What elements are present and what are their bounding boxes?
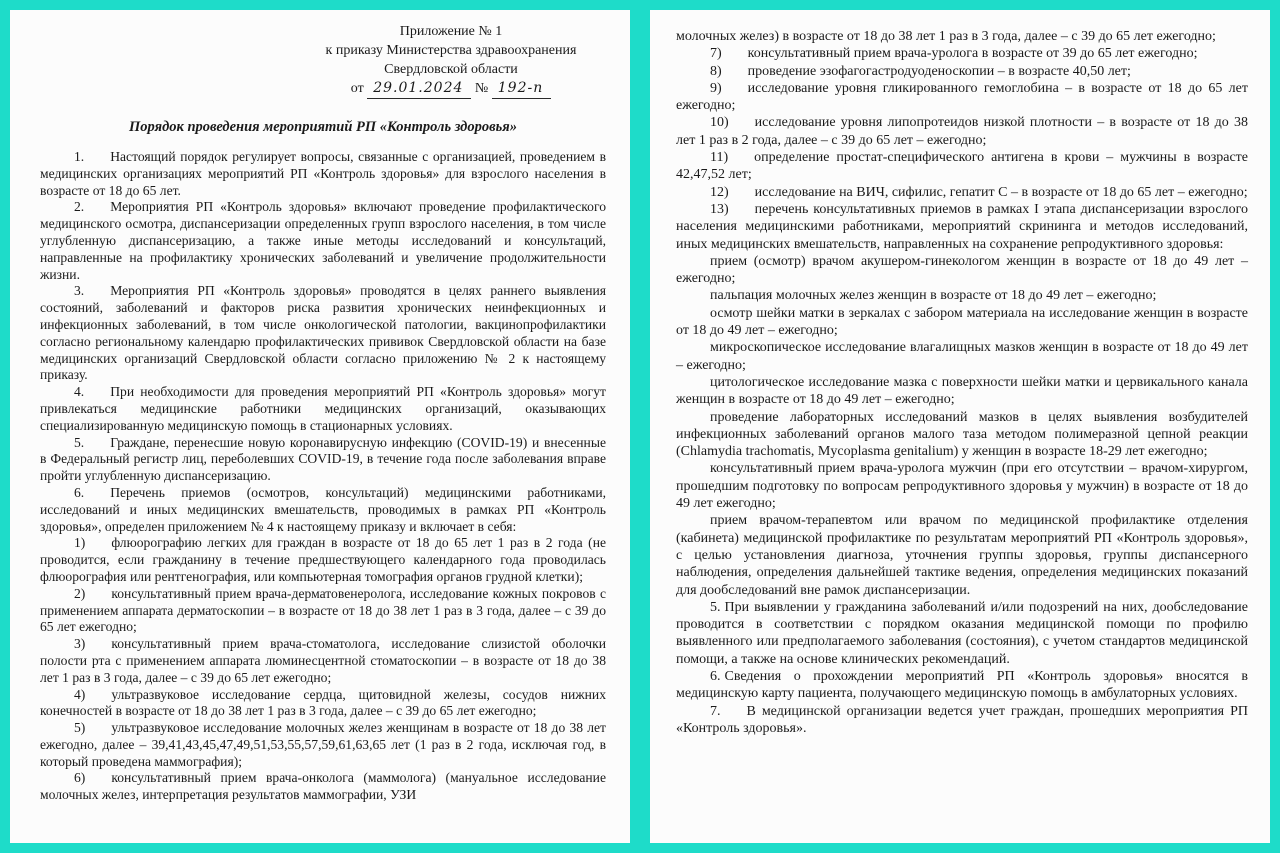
list-item xyxy=(40,687,606,721)
list-item xyxy=(676,149,1248,184)
paragraph xyxy=(40,149,606,199)
paragraph-number: 6. xyxy=(74,484,85,500)
paragraph-text: осмотр шейки матки в зеркалах с забором материала на исследование женщин в возрасте от 18 до 49 лет – ежегодно; xyxy=(676,305,1248,339)
item-text: определение простат-специфического антигена в крови – мужчины в возрасте 42,47,52 лет; xyxy=(676,150,1248,183)
paragraph xyxy=(676,599,1248,668)
paragraph-text: Граждане, перенесшие новую коронавирусную инфекцию (COVID-19) и внесенные в Федеральный регистр лиц, переболевших COVID-19, в течение года после заболевания вправе пройти углубленную диспансеризацию. xyxy=(40,434,606,484)
page-2 xyxy=(650,10,1270,843)
paragraph-text: В медицинской организации ведется учет граждан, прошедших мероприятия РП «Контроль здоровья». xyxy=(676,703,1248,736)
paragraph xyxy=(40,283,606,384)
paragraph xyxy=(40,435,606,485)
paragraph-number: 1. xyxy=(74,149,85,164)
list-item xyxy=(40,586,606,636)
paragraph-number: 5. xyxy=(710,599,721,615)
list-item xyxy=(676,45,1248,62)
sub-paragraph xyxy=(676,460,1248,512)
item-number: 4) xyxy=(74,686,86,702)
paragraph-text: При выявлении у гражданина заболеваний и/или подозрений на них, дообследование проводится в соответствии с порядком оказания медицинской помощи по профилю выявленного или предполагаемого заболевания (состояния), с учетом стандартов медицинской помощи, а также на основе клинических рекомендаций. xyxy=(676,599,1248,667)
paragraph-number: 7. xyxy=(710,703,721,719)
appendix-label: Приложение № 1 xyxy=(399,24,503,39)
paragraph-text: молочных желез) в возрасте от 18 до 38 лет 1 раз в 3 года, далее – с 39 до 65 лет ежегодно; xyxy=(676,29,1216,44)
list-item xyxy=(40,636,606,686)
paragraph xyxy=(40,384,606,434)
sub-paragraph xyxy=(676,287,1248,304)
paragraph xyxy=(676,668,1248,703)
item-number: 5) xyxy=(74,720,86,736)
paragraph-number: 2. xyxy=(74,199,85,215)
date-prefix: от xyxy=(350,81,364,96)
item-number: 8) xyxy=(710,63,722,79)
paragraph-text: консультативный прием врача-уролога мужчин (при его отсутствии – врачом-хирургом, прошедшим подготовку по вопросам репродуктивного здоровья у мужчин) в возрасте от 18 до 49 лет ежегодно; xyxy=(676,461,1248,512)
item-number: 9) xyxy=(710,80,722,96)
sub-paragraph xyxy=(676,409,1248,461)
item-text: исследование уровня гликированного гемоглобина – в возрасте от 18 до 65 лет ежегодно; xyxy=(676,80,1248,114)
paragraph-text: Мероприятия РП «Контроль здоровья» проводятся в целях раннего выявления состояний, заболеваний и факторов риска развития хронических неинфекционных и инфекционных заболеваний, в том числе онкологической патологии, вакцинопрофилактики согласно региональному календарю профилактических прививок Свердловской области на базе медицинских организаций Свердловской области согласно приложению № 2 к настоящему приказу. xyxy=(40,283,606,383)
item-text: флюорографию легких для граждан в возрасте от 18 до 65 лет 1 раз в 2 года (не проводится, если гражданину в течение предшествующего календарного года проводилась флюорография или рентгенография, или компьютерная томография органов грудной клетки); xyxy=(40,535,606,584)
item-text: консультативный прием врача-уролога в возрасте от 39 до 65 лет ежегодно; xyxy=(747,46,1198,62)
document-title: Порядок проведения мероприятий РП «Контроль здоровья» xyxy=(129,119,517,135)
item-text: консультативный прием врача-онколога (маммолога) (мануальное исследование молочных желез, интерпретация результатов маммографии, УЗИ xyxy=(40,770,606,803)
paragraph xyxy=(40,485,606,535)
item-text: ультразвуковое исследование молочных желез женщинам в возрасте от 18 до 38 лет ежегодно, далее – 39,41,43,45,47,49,51,53,55,57,59,61,63,65 лет (1 раз в 2 года, исключая год, в который проведена маммография); xyxy=(40,720,606,769)
order-date-line xyxy=(296,79,606,99)
item-text: исследование уровня липопротеидов низкой плотности – в возрасте от 18 до 38 лет 1 раз в 2 года, далее – с 39 до 65 лет – ежегодно; xyxy=(676,115,1248,148)
item-number: 6) xyxy=(74,770,86,786)
paragraph-number: 6. xyxy=(710,668,721,684)
list-item xyxy=(676,80,1248,115)
item-text: консультативный прием врача-дерматовенеролога, исследование кожных покровов с применением аппарата дерматоскопии – в возрасте от 18 до 38 лет 1 раз в 3 года, далее – с 39 до 65 лет ежегодно; xyxy=(40,585,606,635)
item-number: 12) xyxy=(710,184,729,200)
paragraph-text: проведение лабораторных исследований мазков в целях выявления возбудителей инфекционных заболеваний органов малого таза методом полимеразной цепной реакции (Chlamydia trachomatis, Mycoplasma genitalium) у женщин в возрасте 18-29 лет ежегодно; xyxy=(676,409,1248,460)
sub-paragraph xyxy=(676,253,1248,288)
paragraph-text: Настоящий порядок регулирует вопросы, связанные с организацией, проведением в медицинских организациях мероприятий РП «Контроль здоровья» для взрослого населения в возрасте от 18 до 65 лет. xyxy=(40,149,606,198)
item-number: 11) xyxy=(710,150,729,166)
list-item xyxy=(676,201,1248,253)
list-item xyxy=(676,184,1248,201)
item-number: 2) xyxy=(74,585,86,601)
list-item xyxy=(676,114,1248,149)
item-text: проведение эзофагогастродуоденоскопии – в возрасте 40,50 лет; xyxy=(747,63,1131,79)
item-number: 10) xyxy=(710,115,729,131)
sub-paragraph xyxy=(676,374,1248,409)
document-header xyxy=(296,22,606,99)
paragraph-text: пальпация молочных желез женщин в возрасте от 18 до 49 лет – ежегодно; xyxy=(710,288,1157,304)
item-text: исследование на ВИЧ, сифилис, гепатит С – в возрасте от 18 до 65 лет – ежегодно; xyxy=(754,184,1248,200)
paragraph-text: прием врачом-терапевтом или врачом по медицинской профилактике отделения (кабинета) медицинской профилактике по результатам мероприятий РП «Контроль здоровья», с целью установления диагноза, уточнения группы здоровья, группы диспансерного наблюдения, определения дальнейшей тактике ведения, определения медицинских показаний для дообследований вне рамок диспансеризации. xyxy=(676,513,1248,598)
list-item xyxy=(40,535,606,585)
paragraph-number: 3. xyxy=(74,283,85,299)
paragraph xyxy=(40,199,606,283)
paragraph-text: При необходимости для проведения мероприятий РП «Контроль здоровья» могут привлекаться медицинские работники медицинских организаций, оказывающих специализированную медицинскую помощь в стационарных условиях. xyxy=(40,384,606,433)
list-item xyxy=(40,720,606,770)
paragraph-continuation xyxy=(676,28,1248,45)
list-item xyxy=(40,770,606,804)
paragraph-text: прием (осмотр) врачом акушером-гинекологом женщин в возрасте от 18 до 49 лет – ежегодно; xyxy=(676,253,1248,287)
list-item xyxy=(676,63,1248,80)
item-number: 13) xyxy=(710,201,729,217)
sub-paragraph xyxy=(676,305,1248,340)
paragraph-text: Сведения о прохождении мероприятий РП «Контроль здоровья» вносятся в медицинскую карту пациента, получающего медицинскую помощь в амбулаторных условиях. xyxy=(676,668,1248,702)
region-line: Свердловской области xyxy=(384,62,518,77)
paragraph-number: 4. xyxy=(74,384,85,400)
paragraph-text: микроскопическое исследование влагалищных мазков женщин в возрасте от 18 до 49 лет – ежегодно; xyxy=(676,340,1248,373)
handwritten-date: 29.01.2024 xyxy=(367,79,471,99)
sub-paragraph xyxy=(676,339,1248,374)
paragraph xyxy=(676,703,1248,738)
paragraph-number: 5. xyxy=(74,434,85,450)
item-number: 7) xyxy=(710,46,722,62)
order-reference-line: к приказу Министерства здравоохранения xyxy=(325,43,577,58)
item-text: ультразвуковое исследование сердца, щитовидной железы, сосудов нижних конечностей в возрасте от 18 до 38 лет 1 раз в 3 года, далее – с 39 до 65 лет ежегодно; xyxy=(40,686,606,719)
paragraph-text: цитологическое исследование мазка с поверхности шейки матки и цервикального канала женщин в возрасте от 18 до 49 лет – ежегодно; xyxy=(676,374,1248,408)
number-sign: № xyxy=(474,81,489,96)
sub-paragraph xyxy=(676,512,1248,598)
item-number: 3) xyxy=(74,636,86,652)
item-text: перечень консультативных приемов в рамках I этапа диспансеризации взрослого населения медицинскими работниками, мероприятий скрининга и методов исследований, иных медицинских вмешательств, направленных на сохранение репродуктивного здоровья: xyxy=(676,201,1248,252)
paragraph-text: Перечень приемов (осмотров, консультаций) медицинскими работниками, исследований и иных медицинских вмешательств, проводимых в рамках РП «Контроль здоровья», определен приложением № 4 к настоящему приказу и включает в себя: xyxy=(40,484,606,534)
item-number: 1) xyxy=(74,535,86,551)
item-text: консультативный прием врача-стоматолога, исследование слизистой оболочки полости рта с применением аппарата люминесцентной стоматоскопии – в возрасте от 18 до 38 лет 1 раз в 3 года, далее – с 39 до 65 лет ежегодно; xyxy=(40,636,606,685)
handwritten-order-number: 192-п xyxy=(492,79,551,99)
paragraph-text: Мероприятия РП «Контроль здоровья» включают проведение профилактического медицинского осмотра, диспансеризации определенных групп взрослого населения, в том числе углубленную диспансеризацию, а также иные методы исследований и консультаций, направленные на профилактику хронических заболеваний и увеличение продолжительности жизни. xyxy=(40,199,606,282)
page-1 xyxy=(10,10,630,843)
